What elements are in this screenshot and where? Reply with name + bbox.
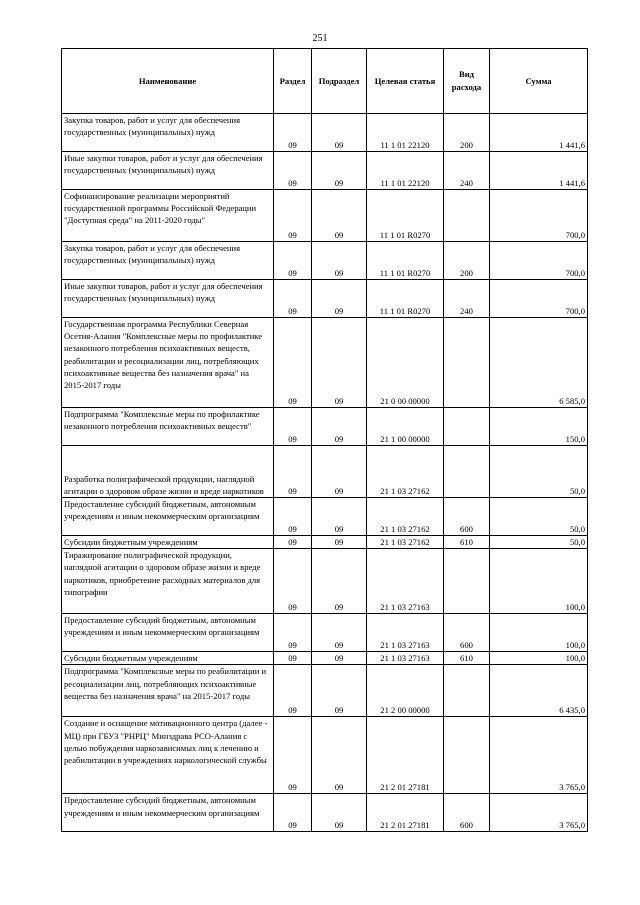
row-name: Предоставление субсидий бюджетным, автономным учреждениям и иным некоммерческим организациям: [62, 614, 274, 652]
table-row: [62, 665, 588, 717]
row-section: 09: [274, 498, 312, 536]
table-row: [62, 652, 588, 665]
row-subsection: 09: [312, 536, 367, 549]
header-target: Целевая статья: [367, 49, 444, 114]
row-section: 09: [274, 408, 312, 446]
row-subsection: 09: [312, 242, 367, 280]
row-sum: 6 585,0: [490, 318, 588, 408]
row-section: 09: [274, 717, 312, 794]
row-sum: 50,0: [490, 536, 588, 549]
row-subsection: 09: [312, 190, 367, 242]
table-row: [62, 717, 588, 794]
row-section: 09: [274, 614, 312, 652]
table-row: [62, 446, 588, 498]
row-kind: 240: [444, 152, 490, 190]
table-header-row: [62, 49, 588, 114]
row-section: 09: [274, 280, 312, 318]
row-sum: 100,0: [490, 549, 588, 614]
row-kind: [444, 318, 490, 408]
row-subsection: 09: [312, 446, 367, 498]
row-target: 11 1 01 22120: [367, 152, 444, 190]
row-section: 09: [274, 318, 312, 408]
table-row: [62, 549, 588, 614]
row-kind: 600: [444, 614, 490, 652]
row-section: 09: [274, 536, 312, 549]
row-subsection: 09: [312, 794, 367, 832]
header-sum: Сумма: [490, 49, 588, 114]
row-subsection: 09: [312, 652, 367, 665]
row-target: 21 1 03 27162: [367, 446, 444, 498]
row-sum: 150,0: [490, 408, 588, 446]
row-target: 21 1 03 27163: [367, 549, 444, 614]
row-sum: 700,0: [490, 280, 588, 318]
row-name: Предоставление субсидий бюджетным, автономным учреждениям и иным некоммерческим организациям: [62, 498, 274, 536]
row-name: Иные закупки товаров, работ и услуг для обеспечения государственных (муниципальных) нужд: [62, 280, 274, 318]
row-kind: [444, 446, 490, 498]
row-kind: [444, 717, 490, 794]
row-name: Разработка полиграфической продукции, наглядной агитации о здоровом образе жизни и вреде наркотиков: [62, 446, 274, 498]
row-name: Подпрограмма "Комплексные меры по реабилитации и ресоциализации лиц, потребляющих психоактивные вещества без назначения врача" на 2015-2017 годы: [62, 665, 274, 717]
table-row: [62, 190, 588, 242]
row-kind: 610: [444, 536, 490, 549]
row-target: 21 1 03 27162: [367, 498, 444, 536]
header-section: Раздел: [274, 49, 312, 114]
row-name: Тиражирование полиграфической продукции, наглядной агитации о здоровом образе жизни и вреде наркотиков, приобретение расходных материалов для типографии: [62, 549, 274, 614]
row-kind: 610: [444, 652, 490, 665]
row-name: Государственная программа Республики Северная Осетия-Алания "Комплексные меры по профилактике незаконного потребления психоактивных веществ, реабилитации и ресоциализации лиц, потребляющих психоактивные вещества без назначения врача" на 2015-2017 годы: [62, 318, 274, 408]
table-row: [62, 318, 588, 408]
row-subsection: 09: [312, 408, 367, 446]
row-sum: 6 435,0: [490, 665, 588, 717]
row-name: Субсидии бюджетным учреждениям: [62, 536, 274, 549]
row-sum: 3 765,0: [490, 717, 588, 794]
row-section: 09: [274, 152, 312, 190]
row-sum: 1 441,6: [490, 114, 588, 152]
row-subsection: 09: [312, 717, 367, 794]
table-row: [62, 242, 588, 280]
row-subsection: 09: [312, 498, 367, 536]
row-sum: 50,0: [490, 446, 588, 498]
page-number: 251: [312, 33, 328, 44]
row-target: 21 1 00 00000: [367, 408, 444, 446]
row-section: 09: [274, 114, 312, 152]
row-section: 09: [274, 446, 312, 498]
header-name: Наименование: [62, 49, 274, 114]
row-sum: 700,0: [490, 190, 588, 242]
row-kind: 600: [444, 794, 490, 832]
row-subsection: 09: [312, 549, 367, 614]
row-sum: 700,0: [490, 242, 588, 280]
row-target: 21 1 03 27162: [367, 536, 444, 549]
row-section: 09: [274, 242, 312, 280]
row-subsection: 09: [312, 318, 367, 408]
row-name: Создание и оснащение мотивационного центра (далее - МЦ) при ГБУЗ "РНРЦ" Минздрава РСО-Алания с целью побуждения наркозависимых лиц к лечению и реабилитации в учреждениях наркологической службы: [62, 717, 274, 794]
row-section: 09: [274, 652, 312, 665]
row-target: 21 1 03 27163: [367, 652, 444, 665]
row-sum: 100,0: [490, 652, 588, 665]
row-kind: [444, 408, 490, 446]
row-target: 21 1 03 27163: [367, 614, 444, 652]
row-kind: [444, 190, 490, 242]
row-name: Предоставление субсидий бюджетным, автономным учреждениям и иным некоммерческим организациям: [62, 794, 274, 832]
row-section: 09: [274, 794, 312, 832]
row-subsection: 09: [312, 665, 367, 717]
row-subsection: 09: [312, 614, 367, 652]
row-sum: 100,0: [490, 614, 588, 652]
row-kind: 200: [444, 114, 490, 152]
row-name: Закупка товаров, работ и услуг для обеспечения государственных (муниципальных) нужд: [62, 242, 274, 280]
row-kind: [444, 665, 490, 717]
table-row: [62, 536, 588, 549]
row-target: 11 1 01 R0270: [367, 190, 444, 242]
table-row: [62, 280, 588, 318]
row-target: 21 2 01 27181: [367, 717, 444, 794]
table-row: [62, 152, 588, 190]
row-target: 21 0 00 00000: [367, 318, 444, 408]
row-name: Иные закупки товаров, работ и услуг для обеспечения государственных (муниципальных) нужд: [62, 152, 274, 190]
table-row: [62, 794, 588, 832]
row-sum: 50,0: [490, 498, 588, 536]
row-section: 09: [274, 549, 312, 614]
row-name: Закупка товаров, работ и услуг для обеспечения государственных (муниципальных) нужд: [62, 114, 274, 152]
row-target: 11 1 01 22120: [367, 114, 444, 152]
header-subsection: Подраздел: [312, 49, 367, 114]
row-target: 11 1 01 R0270: [367, 242, 444, 280]
budget-table: [61, 48, 588, 832]
row-subsection: 09: [312, 114, 367, 152]
row-section: 09: [274, 665, 312, 717]
row-kind: [444, 549, 490, 614]
row-kind: 600: [444, 498, 490, 536]
table-row: [62, 614, 588, 652]
row-target: 11 1 01 R0270: [367, 280, 444, 318]
row-subsection: 09: [312, 280, 367, 318]
table-row: [62, 498, 588, 536]
header-kind: Вид расхода: [444, 49, 490, 114]
row-section: 09: [274, 190, 312, 242]
table-row: [62, 114, 588, 152]
row-name: Подпрограмма "Комплексные меры по профилактике незаконного потребления психоактивных веществ": [62, 408, 274, 446]
row-sum: 1 441,6: [490, 152, 588, 190]
row-target: 21 2 01 27181: [367, 794, 444, 832]
table-row: [62, 408, 588, 446]
row-kind: 240: [444, 280, 490, 318]
row-target: 21 2 00 00000: [367, 665, 444, 717]
row-kind: 200: [444, 242, 490, 280]
row-sum: 3 765,0: [490, 794, 588, 832]
row-name: Софинансирование реализации мероприятий государственной программы Российской Федерации "Доступная среда" на 2011-2020 годы": [62, 190, 274, 242]
row-subsection: 09: [312, 152, 367, 190]
row-name: Субсидии бюджетным учреждениям: [62, 652, 274, 665]
